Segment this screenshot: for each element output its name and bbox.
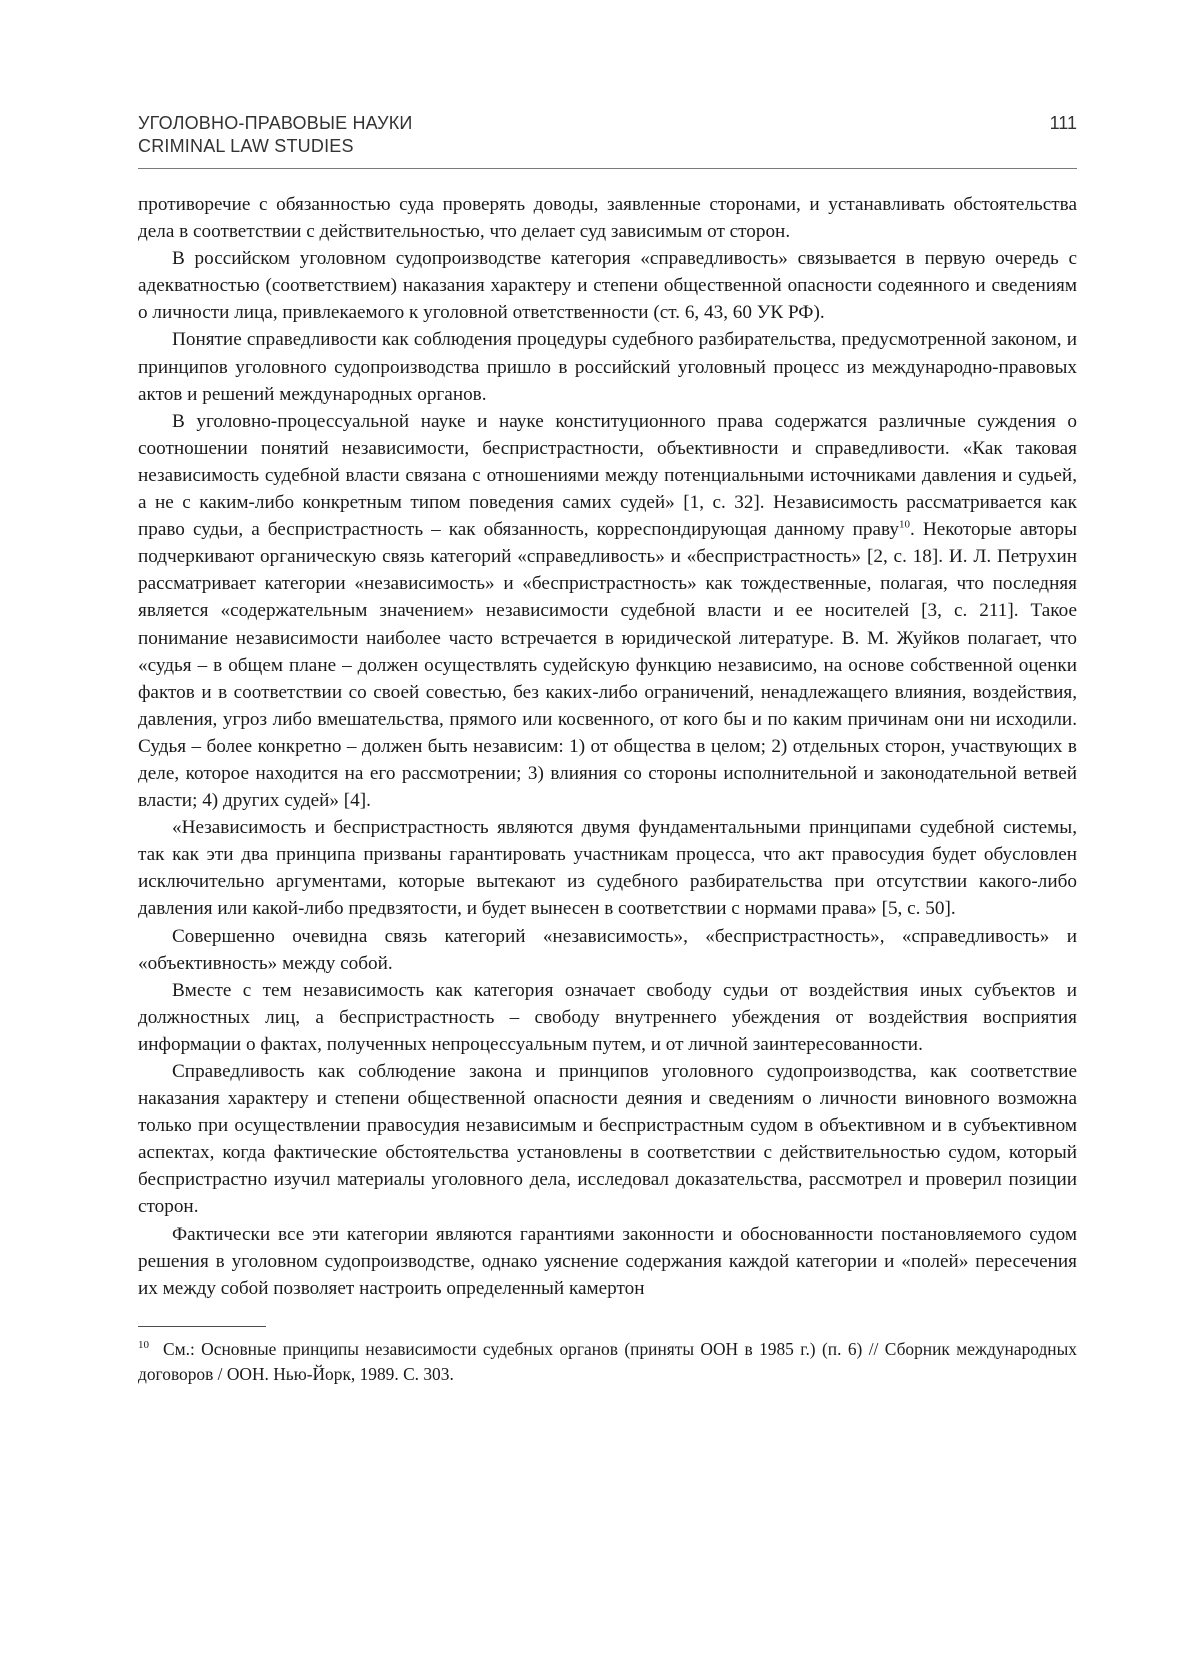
paragraph-6: Совершенно очевидна связь категорий «независимость», «беспристрастность», «справедливость» и «объективность» между собой. [138,925,1077,974]
running-header [138,112,1077,169]
footnote-divider [138,1326,266,1327]
journal-section-title-en: CRIMINAL LAW STUDIES [138,136,354,156]
paragraph-4-text-before-note: В уголовно-процессуальной науке и науке конституционного права содержатся различные суждения о соотношении понятий независимости, беспристрастности, объективности и справедливости. «Как таковая независимость судебной власти связана с отношениями между потенциальными источниками давления и судьей, а не с каким-либо конкретным типом поведения самих судей» [1, с. 32]. Независимость рассматривается как право судьи, а беспристрастность – как обязанность, корреспондирующая данному праву [138,410,1077,541]
paragraph-3: Понятие справедливости как соблюдения процедуры судебного разбирательства, предусмотренной законом, и принципов уголовного судопроизводства пришло в российский уголовный процесс из международно-правовых актов и решений международных органов. [138,329,1077,405]
paragraph-4-text-after-note: . Некоторые авторы подчеркивают органическую связь категорий «справедливость» и «беспристрастность» [2, с. 18]. И. Л. Петрухин рассматривает категории «независимость» и «беспристрастность» как тождественные, полагая, что последняя является «содержательным значением» независимости судебной власти и ее носителей [3, с. 211]. Такое понимание независимости наиболее часто встречается в юридической литературе. В. М. Жуйков полагает, что «судья – в общем плане – должен осуществлять судейскую функцию независимо, на основе собственной оценки фактов и в соответствии со своей совестью, без каких-либо ограничений, ненадлежащего влияния, воздействия, давления, угроз либо вмешательства, прямого или косвенного, от кого бы и по каким причинам они ни исходили. Судья – более конкретно – должен быть независим: 1) от общества в целом; 2) отдельных сторон, участвующих в деле, которое находится на его рассмотрении; 3) влияния со стороны исполнительной и законодательной ветвей власти; 4) других судей» [4]. [138,519,1078,812]
paragraph-2: В российском уголовном судопроизводстве категория «справедливость» связывается в первую очередь с адекватностью (соответствием) наказания характеру и степени общественной опасности содеянного и сведениям о личности лица, привлекаемого к уголовной ответственности (ст. 6, 43, 60 УК РФ). [138,248,1077,324]
journal-section-title-ru: УГОЛОВНО-ПРАВОВЫЕ НАУКИ [138,113,413,133]
paragraph-1: противоречие с обязанностью суда проверять доводы, заявленные сторонами, и устанавливать обстоятельства дела в соответствии с действительностью, что делает суд зависимым от сторон. [138,194,1077,243]
paragraph-8: Справедливость как соблюдение закона и принципов уголовного судопроизводства, как соответствие наказания характеру и степени общественной опасности деяния и сведениям о личности виновного возможна только при осуществлении правосудия независимым и беспристрастным судом в объективном и в субъективном аспектах, когда фактические обстоятельства установлены в соответствии с действительностью судом, который беспристрастно изучил материалы уголовного дела, исследовал доказательства, рассмотрел и проверил позиции сторон. [138,1061,1077,1218]
article-body [138,191,1077,1302]
footnote [138,1337,1077,1387]
paragraph-7: Вместе с тем независимость как категория означает свободу судьи от воздействия иных субъектов и должностных лиц, а беспристрастность – свободу внутреннего убеждения от воздействия восприятия информации о фактах, полученных непроцессуальным путем, и от личной заинтересованности. [138,979,1077,1055]
footnote-text: См.: Основные принципы независимости судебных органов (приняты ООН в 1985 г.) (п. 6) // Сборник международных договоров / ООН. Нью-Йорк, 1989. С. 303. [138,1338,1077,1384]
paragraph-5: «Независимость и беспристрастность являются двумя фундаментальными принципами судебной системы, так как эти два принципа призваны гарантировать участникам процесса, что акт правосудия будет обусловлен исключительно аргументами, которые вытекают из судебного разбирательства при отсутствии какого-либо давления или какой-либо предвзятости, и будет вынесен в соответствии с нормами права» [5, с. 50]. [138,817,1077,920]
journal-page [138,112,1077,1387]
footnote-reference[interactable]: 10 [899,518,911,531]
paragraph-9: Фактически все эти категории являются гарантиями законности и обоснованности постановляемого судом решения в уголовном судопроизводстве, однако уяснение содержания каждой категории и «полей» пересечения их между собой позволяет настроить определенный камертон [138,1223,1077,1299]
page-number: 111 [1049,113,1077,133]
footnote-number: 10 [138,1339,149,1352]
paragraph-4 [138,408,1077,814]
